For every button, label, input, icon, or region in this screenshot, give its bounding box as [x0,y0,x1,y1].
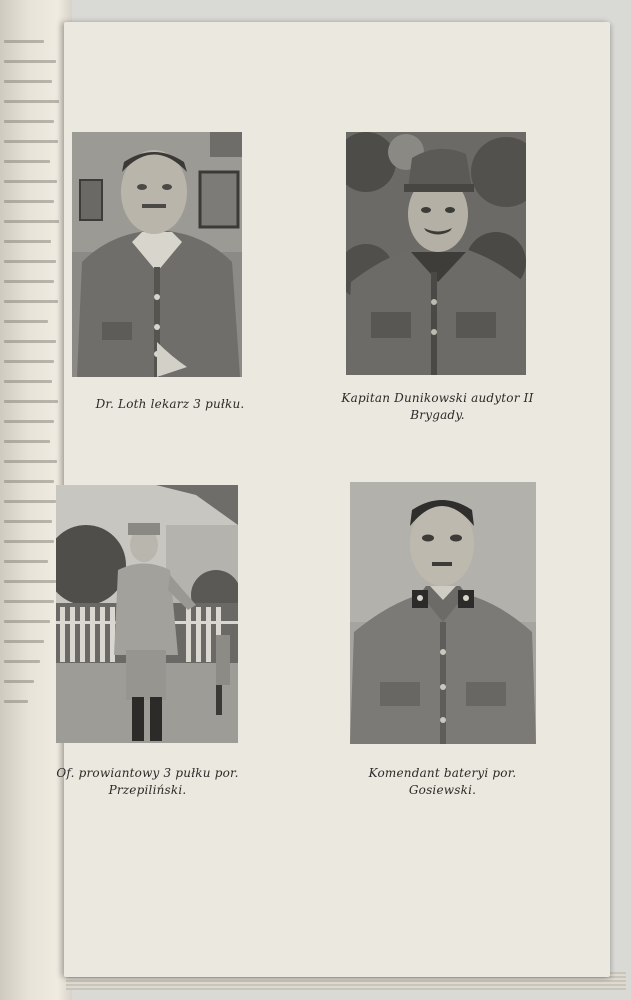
caption-photo-2-line1: Kapitan Dunikowski audytor II [341,391,534,405]
caption-photo-1-text: Dr. Loth lekarz 3 pułku. [95,397,245,411]
caption-photo-2-line2: Brygady. [410,408,465,422]
portrait-photo-3 [56,485,238,743]
caption-photo-4-line2: Gosiewski. [408,783,477,797]
portrait-photo-4 [350,482,536,744]
caption-photo-3 [40,765,255,799]
portrait-photo-2 [346,132,526,375]
caption-photo-4 [340,765,545,799]
portrait-photo-1 [72,132,242,377]
caption-photo-3-line1: Of. prowiantowy 3 pułku por. [56,766,239,780]
caption-photo-4-line1: Komendant bateryi por. [368,766,517,780]
caption-photo-2 [325,390,550,424]
caption-photo-3-line2: Przepiliński. [108,783,187,797]
caption-photo-1 [65,396,275,413]
